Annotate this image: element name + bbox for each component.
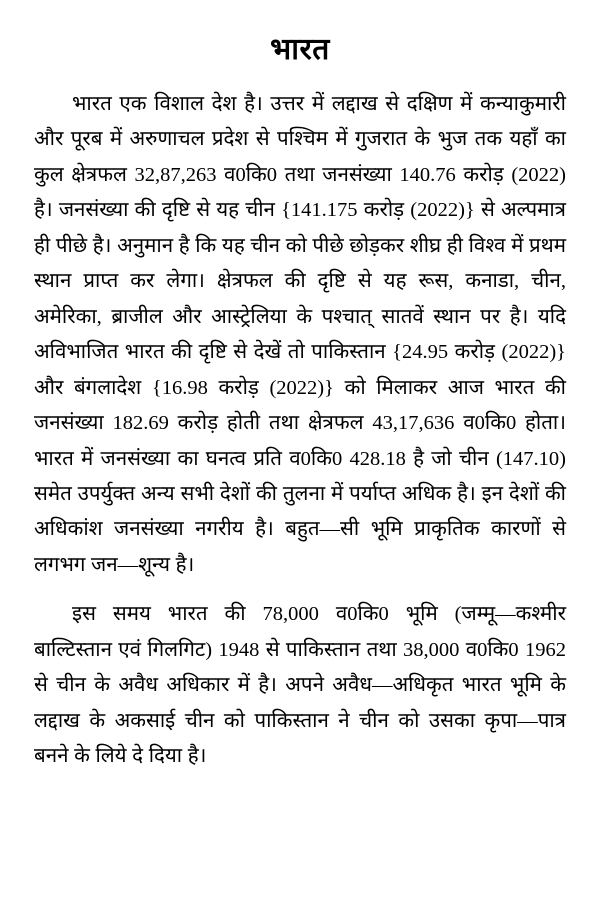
body-paragraph: इस समय भारत की 78,000 व0कि0 भूमि (जम्मू—कश्मीर बाल्टिस्तान एवं गिलगिट) 1948 से पाकिस्तान तथा 38,000 व0कि0 1962 से चीन के अवैध अधिकार में है। अपने अवैध—अधिकृत भारत भूमि के लद्दाख के अकसाई चीन को पाकिस्तान ने चीन को उसका कृपा—पात्र बनने के लिये दे दिया है।	[34, 603, 566, 768]
page-title: भारत	[270, 33, 330, 66]
body-paragraph: भारत एक विशाल देश है। उत्तर में लद्दाख से दक्षिण में कन्याकुमारी और पूरब में अरुणाचल प्रदेश से पश्चिम में गुजरात के भुज तक यहाँ का कुल क्षेत्रफल 32,87,263 व0कि0 तथा जनसंख्या 140.76 करोड़ (2022) है। जनसंख्या की दृष्टि से यह चीन {141.175 करोड़ (2022)} से अल्पमात्र ही पीछे है। अनुमान है कि यह चीन को पीछे छोड़कर शीघ्र ही विश्व में प्रथम स्थान प्राप्त कर लेगा। क्षेत्रफल की दृष्टि से यह रूस, कनाडा, चीन, अमेरिका, ब्राजील और आस्ट्रेलिया के पश्चात् सातवें स्थान पर है। यदि अविभाजित भारत की दृष्टि से देखें तो पाकिस्तान {24.95 करोड़ (2022)} और बंगलादेश {16.98 करोड़ (2022)} को मिलाकर आज भारत की जनसंख्या 182.69 करोड़ होती तथा क्षेत्रफल 43,17,636 व0कि0 होता। भारत में जनसंख्या का घनत्व प्रति व0कि0 428.18 है जो चीन (147.10) समेत उपर्युक्त अन्य सभी देशों की तुलना में पर्याप्त अधिक है। इन देशों की अधिकांश जनसंख्या नगरीय है। बहुत—सी भूमि प्राकृतिक कारणों से लगभग जन—शून्य है।	[34, 93, 566, 576]
